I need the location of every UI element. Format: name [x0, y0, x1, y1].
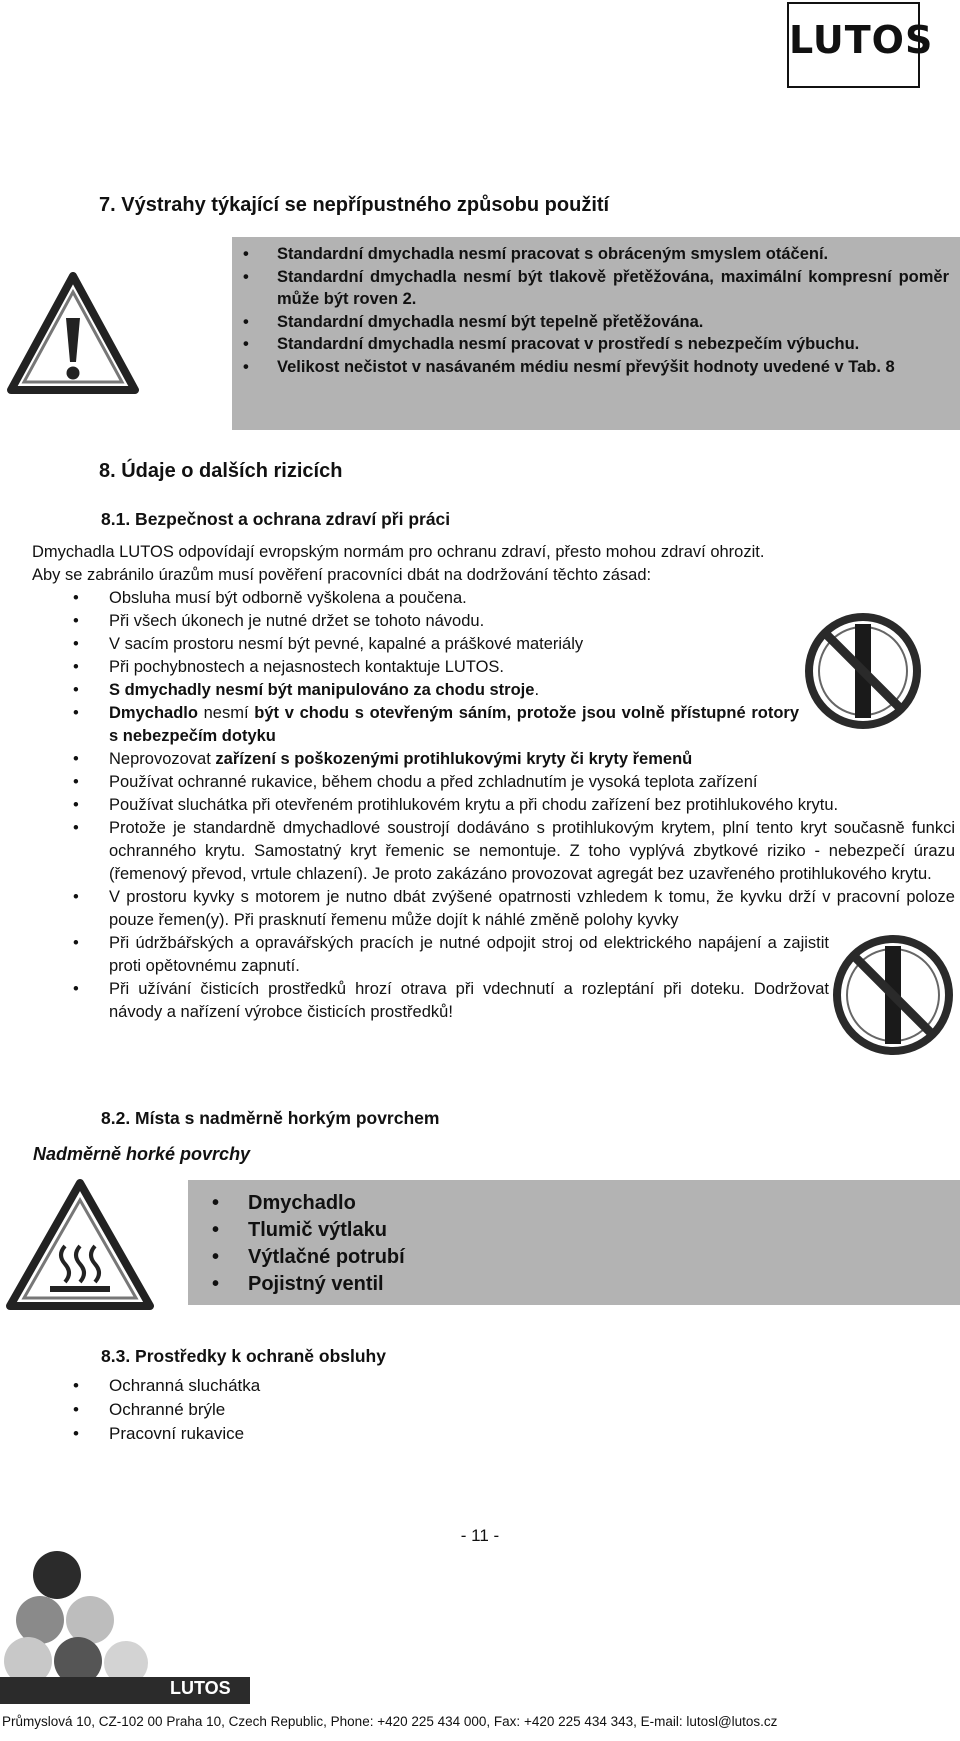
list-item: • Standardní dmychadla nesmí být tepelně přetěžována.: [277, 311, 949, 334]
list-item: [109, 702, 799, 748]
list-item: • Používat ochranné rukavice, během chodu a před zchladnutím je vysoká teplota zařízení: [109, 771, 955, 794]
section-7-title: 7. Výstrahy týkající se nepřípustného způsobu použití: [99, 194, 610, 216]
section-8-title: 8. Údaje o dalších rizicích: [99, 460, 343, 482]
footer-logo-text: LUTOS: [170, 1678, 231, 1698]
intro-paragraph-1: Dmychadla LUTOS odpovídají evropským normám pro ochranu zdraví, přesto mohou zdraví ohrozit.: [32, 543, 765, 561]
list-item-bold: být v chodu s otevřeným sáním, protože jsou volně přístupné rotory s nebezpečím dotyku: [109, 704, 799, 745]
hot-surface-warning-icon: [5, 1178, 155, 1312]
list-item-bold: Dmychadlo: [109, 704, 198, 722]
list-item: • Pojistný ventil: [248, 1271, 848, 1298]
prohibition-sign-icon: [804, 612, 922, 730]
list-item: • Ochranná sluchátka: [109, 1374, 609, 1398]
list-item: • Při pochybnostech a nejasnostech kontaktuje LUTOS.: [109, 656, 955, 679]
footer-contact: Průmyslová 10, CZ-102 00 Praha 10, Czech Republic, Phone: +420 225 434 000, Fax: +420 225 434 343, E-mail: lutosl@lutos.cz: [2, 1714, 778, 1729]
list-item-text: Neprovozovat: [109, 750, 216, 768]
logo-text: LUTOS: [789, 18, 934, 62]
list-item-bold: zařízení s poškozenými protihlukovými kryty či kryty řemenů: [215, 750, 693, 768]
lutos-logo: [787, 2, 934, 88]
list-item: • Tlumič výtlaku: [248, 1217, 848, 1244]
list-item: • Standardní dmychadla nesmí pracovat v prostředí s nebezpečím výbuchu.: [277, 333, 949, 356]
list-item: • Standardní dmychadla nesmí být tlakově přetěžována, maximální kompresní poměr může být roven 2.: [277, 266, 949, 311]
list-item-end: .: [534, 681, 540, 699]
section-8-1-title: 8.1. Bezpečnost a ochrana zdraví při práci: [101, 509, 451, 529]
list-item-text: nesmí: [197, 704, 255, 722]
list-item: • Při údržbářských a opravářských pracích je nutné odpojit stroj od elektrického napájení a zajistit proti opětovnému zapnutí.: [109, 932, 829, 978]
protective-equipment-list: [109, 1374, 609, 1446]
list-item: • Výtlačné potrubí: [248, 1244, 848, 1271]
list-item: • Standardní dmychadla nesmí pracovat s obráceným smyslem otáčení.: [277, 243, 949, 266]
list-item: • Pracovní rukavice: [109, 1422, 609, 1446]
page-number: - 11 -: [460, 1526, 500, 1545]
list-item: • Dmychadlo: [248, 1190, 848, 1217]
list-item: • V prostoru kyvky s motorem je nutno dbát zvýšené opatrnosti vzhledem k tomu, že kyvku drží v pracovní poloze pouze řemen(y). Při prasknutí řemenu může dojít k náhlé změně polohy kyvky: [109, 886, 955, 932]
hot-surfaces-caption: Nadměrně horké povrchy: [33, 1144, 251, 1164]
list-item: • V sacím prostoru nesmí být pevné, kapalné a práškové materiály: [109, 633, 955, 656]
list-item-bold: S dmychadly nesmí být manipulováno za chodu stroje: [109, 681, 535, 699]
warnings-list: [277, 243, 949, 378]
hot-surfaces-list: [248, 1190, 848, 1298]
prohibition-sign-icon: [832, 934, 954, 1056]
section-8-2-title: 8.2. Místa s nadměrně horkým povrchem: [101, 1108, 440, 1128]
list-item: [109, 748, 955, 771]
intro-paragraph-2: Aby se zabránilo úrazům musí pověření pracovníci dbát na dodržování těchto zásad:: [32, 566, 652, 584]
list-item: • Ochranné brýle: [109, 1398, 609, 1422]
warning-exclamation-triangle-icon: [7, 272, 139, 396]
list-item: • Obsluha musí být odborně vyškolena a poučena.: [109, 587, 955, 610]
list-item: • Při užívání čisticích prostředků hrozí otrava při vdechnutí a rozleptání při doteku. Dodržovat návody a nařízení výrobce čisticích prostředků!: [109, 978, 829, 1024]
list-item: • Používat sluchátka při otevřeném protihlukovém krytu a při chodu zařízení bez protihlukového krytu.: [109, 794, 955, 817]
list-item: • Při všech úkonech je nutné držet se tohoto návodu.: [109, 610, 955, 633]
section-8-3-title: 8.3. Prostředky k ochraně obsluhy: [101, 1346, 386, 1366]
footer-logo: [0, 1545, 260, 1705]
list-item: • Protože je standardně dmychadlové soustrojí dodáváno s protihlukovým krytem, plní tento kryt současně funkci ochranného krytu. Samostatný kryt řemenic se nemontuje. Z toho vyplývá zbytkové riziko - nebezpečí úrazu (řemenový převod, vrtule chlazení). Je proto zakázáno provozovat agregát bez uzavřeného protihlukového krytu.: [109, 817, 955, 886]
list-item: • Velikost nečistot v nasávaném médiu nesmí převýšit hodnoty uvedené v Tab. 8: [277, 356, 949, 379]
